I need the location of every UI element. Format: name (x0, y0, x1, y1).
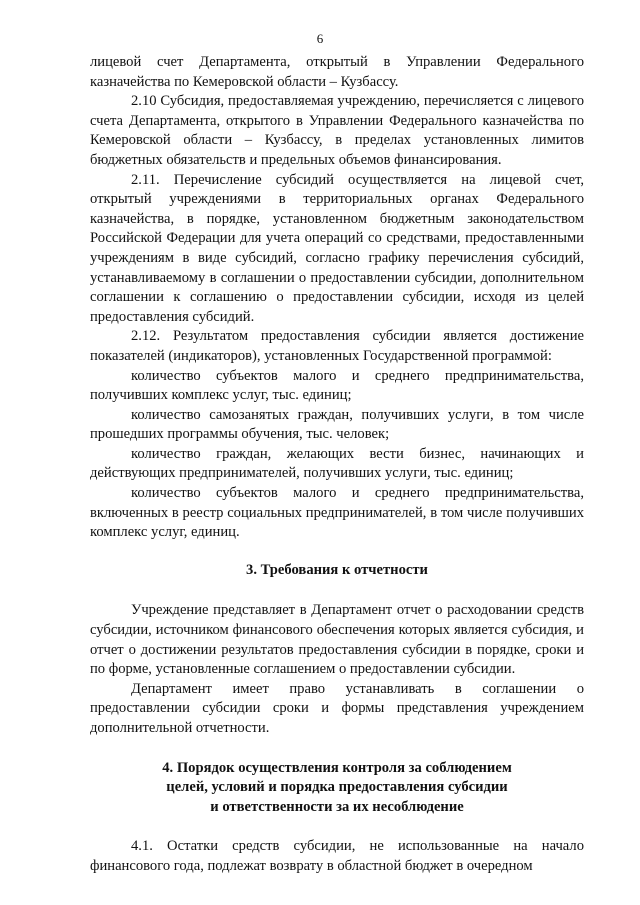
indicator-item: количество граждан, желающих вести бизнес, начинающих и действующих предпринимателей, получивших услуги, тыс. единиц; (90, 445, 584, 482)
paragraph-2-12: 2.12. Результатом предоставления субсидии является достижение показателей (индикаторов), установленных Государственной программой: (90, 328, 584, 364)
document-body (90, 53, 584, 877)
section-3-paragraph: Учреждение представляет в Департамент отчет о расходовании средств субсидии, источником финансового обеспечения которых является субсидия, и отчет о достижении результатов предоставления субсидии в порядке, сроки и по форме, установленные соглашением о предоставлении субсидии. (90, 602, 584, 678)
section-4-heading-line: 4. Порядок осуществления контроля за соблюдением (162, 759, 512, 776)
section-4-heading (90, 759, 584, 818)
section-3-paragraph: Департамент имеет право устанавливать в соглашении о предоставлении субсидии сроки и формы представления учреждением дополнительной отчетности. (90, 680, 584, 736)
paragraph-4-1: 4.1. Остатки средств субсидии, не использованные на начало финансового года, подлежат возврату в областной бюджет в очередном (90, 838, 584, 874)
paragraph-2-10: 2.10 Субсидия, предоставляемая учреждению, перечисляется с лицевого счета Департамента, открытого в Управлении Федерального казначейства по Кемеровской области – Кузбассу, в пределах установленных лимитов бюджетных обязательств и предельных объемов финансирования. (90, 93, 584, 168)
page-number: 6 (316, 31, 324, 46)
indicator-item: количество субъектов малого и среднего предпринимательства, включенных в реестр социальных предпринимателей, в том числе получивших комплекс услуг, единиц. (90, 485, 584, 541)
section-4-heading-line: и ответственности за их несоблюдение (210, 798, 464, 815)
paragraph-continuation: лицевой счет Департамента, открытый в Управлении Федерального казначейства по Кемеровской области – Кузбассу. (90, 54, 584, 90)
section-4-heading-line: целей, условий и порядка предоставления субсидии (166, 779, 508, 796)
section-3-heading: 3. Требования к отчетности (246, 561, 428, 578)
indicator-item: количество субъектов малого и среднего предпринимательства, получивших комплекс услуг, тыс. единиц; (90, 367, 584, 404)
indicator-item: количество самозанятых граждан, получивших услуги, в том числе прошедших программы обучения, тыс. человек; (90, 406, 584, 443)
paragraph-2-11: 2.11. Перечисление субсидий осуществляется на лицевой счет, открытый учреждениями в территориальных органах Федерального казначейства, в порядке, установленном бюджетным законодательством Российской Федерации для учета операций со средствами, предоставленными учреждениям в виде субсидий, согласно графику перечисления субсидий, устанавливаемому в соглашении о предоставлении субсидии, дополнительном соглашении к соглашению о предоставлении субсидии, исходя из целей предоставления субсидий. (90, 171, 584, 325)
